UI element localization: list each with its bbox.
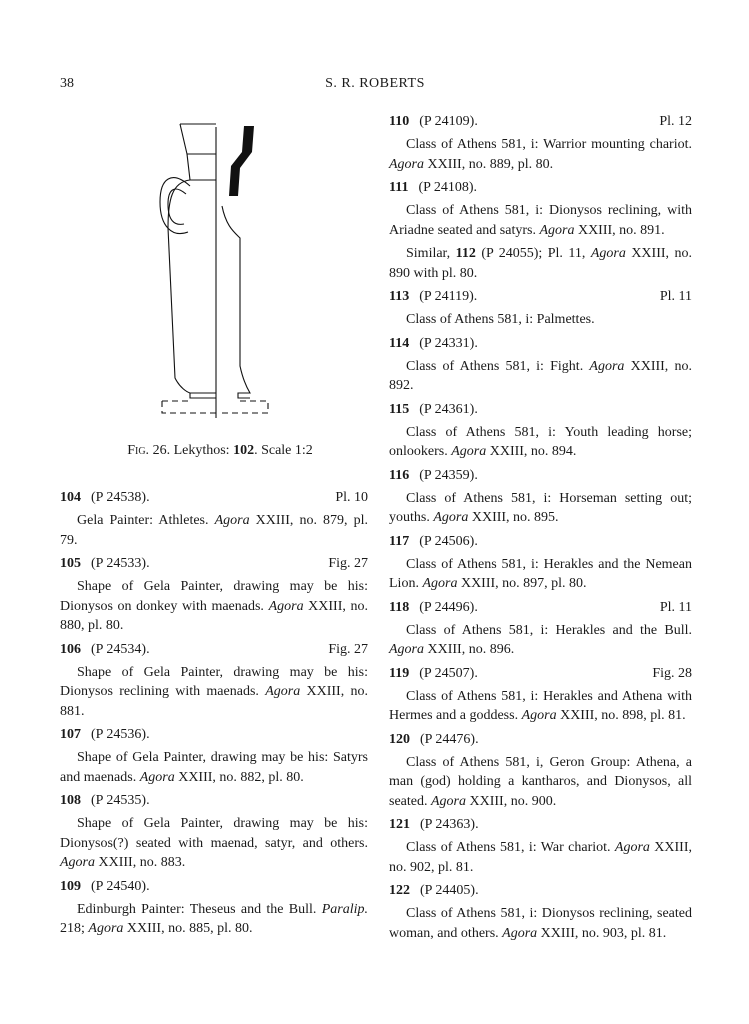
description-text: XXIII, no. 900. (465, 793, 557, 809)
entry-description (389, 838, 692, 877)
dashed-base-right (222, 401, 268, 413)
entry-number: 116 (389, 467, 410, 483)
description-text: Shape of Gela Painter, drawing may be his: Dionysos reclining with maenads. (60, 664, 368, 699)
description-text: XXIII, no. 894. (486, 444, 577, 459)
inventory-number: (P 24331). (419, 335, 478, 351)
catalogue-entry (389, 730, 692, 812)
inventory-number: (P 24476). (420, 731, 479, 747)
description-text: Shape of Gela Painter, drawing may be his: Dionysos on donkey with maenads. (60, 579, 368, 614)
entry-heading (389, 532, 692, 552)
entry-description (389, 357, 692, 396)
entry-description (389, 201, 692, 240)
catalogue-entry (60, 725, 368, 787)
description-text: XXIII, no. 883. (95, 855, 186, 870)
right-column (389, 112, 692, 947)
running-head: S. R. ROBERTS (325, 76, 425, 91)
italic-reference: Agora (614, 840, 650, 855)
entry-heading (389, 334, 692, 354)
description-text: XXIII, no. 903, pl. 81. (537, 925, 667, 941)
description-text: Class of Athens 581, i: Youth leading horse; onlookers. (389, 424, 692, 459)
italic-reference: Agora (214, 513, 250, 528)
entry-description (389, 687, 692, 726)
dashed-base-left (162, 401, 216, 413)
entry-heading (389, 178, 692, 198)
catalogue-entry (60, 554, 368, 636)
description-text: Class of Athens 581, i: Warrior mounting chariot. (406, 137, 692, 152)
illustration-reference: Fig. 27 (328, 641, 368, 657)
entry-heading (60, 791, 368, 811)
inventory-number: (P 24506). (419, 533, 478, 549)
entry-description (389, 423, 692, 462)
catalogue-entry (389, 532, 692, 594)
inventory-number: (P 24507). (419, 665, 478, 681)
inventory-number: (P 24361). (419, 401, 478, 417)
catalogue-entry (389, 287, 692, 330)
entry-number: 113 (389, 289, 410, 304)
entry-number: 115 (389, 401, 410, 417)
italic-reference: Agora (451, 444, 487, 459)
description-text: Class of Athens 581, i: Herakles and the Bull. (406, 622, 692, 638)
illustration-reference: Pl. 10 (335, 490, 368, 505)
catalogue-entry (60, 640, 368, 722)
description-text: Class of Athens 581, i: Herakles and Athena with Hermes and a goddess. (389, 688, 692, 723)
entry-description (389, 621, 692, 660)
description-text: Class of Athens 581, i: War chariot. (406, 840, 615, 855)
entry-description (60, 748, 368, 787)
catalogue-entry (389, 664, 692, 726)
figure-number: 26. Lekythos: (149, 443, 234, 458)
note-text: Similar, (406, 246, 456, 261)
entry-number: 119 (389, 665, 410, 681)
entry-heading (389, 287, 692, 307)
description-text: XXIII, no. 897, pl. 80. (457, 576, 587, 591)
figure-label: Fig. (127, 443, 150, 458)
illustration-reference: Pl. 11 (659, 289, 692, 304)
description-text: Gela Painter: Athletes. (77, 513, 215, 528)
entry-heading (60, 877, 368, 897)
figure-object-number: 102 (233, 443, 255, 458)
italic-reference: Agora (502, 925, 538, 941)
description-text: XXIII, no. 898, pl. 81. (556, 708, 686, 723)
catalogue-entry (389, 598, 692, 660)
entry-heading (60, 725, 368, 745)
note-text: (P 24055); Pl. 11, (475, 246, 591, 261)
entry-description (60, 900, 368, 939)
description-text: Class of Athens 581, i: Fight. (406, 358, 590, 374)
entry-number: 121 (389, 817, 410, 832)
description-text: Class of Athens 581, i: Palmettes. (406, 312, 595, 327)
lekythos-drawing (150, 116, 290, 426)
inventory-number: (P 24536). (91, 727, 150, 742)
entry-description (60, 663, 368, 722)
entry-description (389, 310, 692, 330)
entry-heading (60, 640, 368, 660)
description-text: XXIII, no. 879, pl. 79. (60, 513, 368, 548)
italic-reference: Agora (590, 246, 626, 261)
entry-number: 104 (60, 490, 81, 505)
description-text: XXIII, no. 902, pl. 81. (389, 840, 692, 875)
entry-number: 105 (60, 556, 81, 571)
italic-reference: Agora (422, 576, 458, 591)
inventory-number: (P 24363). (420, 817, 479, 832)
inventory-number: (P 24533). (91, 556, 150, 571)
catalogue-entry (389, 400, 692, 462)
entry-number: 114 (389, 335, 410, 351)
entry-description (60, 577, 368, 636)
entry-description (389, 904, 692, 943)
mouth-outline (180, 124, 216, 154)
entry-number: 117 (389, 533, 410, 549)
inventory-number: (P 24538). (91, 490, 150, 505)
inventory-number: (P 24496). (419, 599, 478, 615)
description-text: Class of Athens 581, i, Geron Group: Athena, a man (god) holding a kantharos, and Dionysos, all seated. (389, 754, 692, 809)
italic-reference: Agora (539, 222, 575, 238)
foot-outline (190, 393, 216, 398)
entry-number: 108 (60, 793, 81, 808)
similar-entry-note (389, 244, 692, 283)
entry-heading (389, 881, 692, 901)
entry-heading (389, 664, 692, 684)
catalogue-entry (389, 334, 692, 396)
entry-number: 120 (389, 731, 410, 747)
italic-reference: Agora (389, 642, 424, 657)
inventory-number: (P 24405). (420, 883, 479, 898)
section-profile-fill (229, 126, 254, 196)
italic-reference: Agora (60, 855, 95, 870)
italic-reference: Agora (139, 769, 175, 785)
catalogue-entry (389, 112, 692, 174)
catalogue-entry (389, 881, 692, 943)
inventory-number: (P 24108). (418, 180, 478, 195)
italic-reference: Paralip. (321, 901, 368, 917)
entry-heading (389, 400, 692, 420)
handle-inner (168, 189, 186, 224)
handle-outer (160, 178, 190, 234)
italic-reference: Agora (433, 510, 469, 525)
catalogue-entry (389, 815, 692, 877)
figure-scale: . Scale 1:2 (254, 443, 313, 458)
inventory-number: (P 24535). (91, 793, 150, 808)
description-text: XXIII, no. 891. (574, 222, 665, 238)
description-text: Shape of Gela Painter, drawing may be his: Dionysos(?) seated with maenad, satyr, and others. (60, 816, 368, 851)
inventory-number: (P 24119). (419, 289, 478, 304)
catalogue-entry (389, 466, 692, 528)
body-outline (168, 180, 216, 393)
left-column (60, 488, 368, 943)
catalogue-entry (389, 178, 692, 283)
entry-description (60, 814, 368, 873)
description-text: XXIII, no. 895. (468, 510, 559, 525)
italic-reference: Agora (268, 598, 304, 614)
note-text: XXIII, no. 890 with pl. 80. (389, 246, 692, 281)
entry-heading (60, 488, 368, 508)
description-text: XXIII, no. 882, pl. 80. (174, 769, 304, 785)
entry-heading (389, 815, 692, 835)
description-text: 218; (60, 921, 89, 936)
note-entry-number: 112 (455, 246, 476, 261)
description-text: XXIII, no. 885, pl. 80. (123, 921, 253, 936)
entry-number: 109 (60, 878, 81, 894)
inventory-number: (P 24359). (419, 467, 478, 483)
catalogue-entry (60, 877, 368, 939)
italic-reference: Agora (589, 358, 625, 374)
italic-reference: Agora (430, 793, 466, 809)
italic-reference: Agora (265, 684, 301, 699)
description-text: XXIII, no. 880, pl. 80. (60, 598, 368, 633)
neck-outline (187, 154, 216, 180)
entry-number: 107 (60, 727, 81, 742)
entry-description (389, 489, 692, 528)
page-header (60, 76, 690, 100)
entry-heading (389, 466, 692, 486)
illustration-reference: Fig. 27 (328, 556, 368, 571)
catalogue-entry (60, 791, 368, 873)
description-text: Class of Athens 581, i: Dionysos reclining, seated woman, and others. (389, 906, 692, 941)
description-text: Shape of Gela Painter, drawing may be his: Satyrs and maenads. (60, 750, 368, 785)
entry-number: 118 (389, 599, 410, 615)
page-number: 38 (60, 76, 74, 91)
entry-description (60, 511, 368, 550)
entry-heading (389, 598, 692, 618)
description-text: XXIII, no. 896. (424, 642, 515, 657)
illustration-reference: Fig. 28 (652, 665, 692, 681)
italic-reference: Agora (88, 921, 124, 936)
italic-reference: Agora (389, 156, 424, 172)
description-text: XXIII, no. 881. (60, 684, 368, 719)
entry-number: 122 (389, 883, 410, 898)
entry-heading (60, 554, 368, 574)
entry-heading (389, 112, 692, 132)
description-text: Class of Athens 581, i: Horseman setting out; youths. (389, 490, 692, 525)
entry-number: 111 (389, 180, 409, 195)
illustration-reference: Pl. 12 (659, 114, 692, 129)
entry-description (389, 135, 692, 174)
entry-number: 110 (389, 114, 410, 129)
description-text: XXIII, no. 892. (389, 358, 692, 393)
entry-description (389, 753, 692, 812)
illustration-reference: Pl. 11 (659, 599, 692, 615)
inventory-number: (P 24540). (91, 878, 150, 894)
italic-reference: Agora (521, 708, 557, 723)
figure-caption (60, 443, 380, 459)
description-text: Class of Athens 581, i: Herakles and the Nemean Lion. (389, 556, 692, 591)
description-text: Class of Athens 581, i: Dionysos reclining, with Ariadne seated and satyrs. (389, 203, 692, 238)
description-text: Edinburgh Painter: Theseus and the Bull. (77, 901, 322, 917)
inventory-number: (P 24109). (419, 114, 478, 129)
entry-number: 106 (60, 641, 81, 657)
profile-outline (222, 206, 250, 398)
entry-description (389, 555, 692, 594)
description-text: XXIII, no. 889, pl. 80. (424, 156, 554, 172)
catalogue-entry (60, 488, 368, 550)
entry-heading (389, 730, 692, 750)
inventory-number: (P 24534). (91, 641, 150, 657)
